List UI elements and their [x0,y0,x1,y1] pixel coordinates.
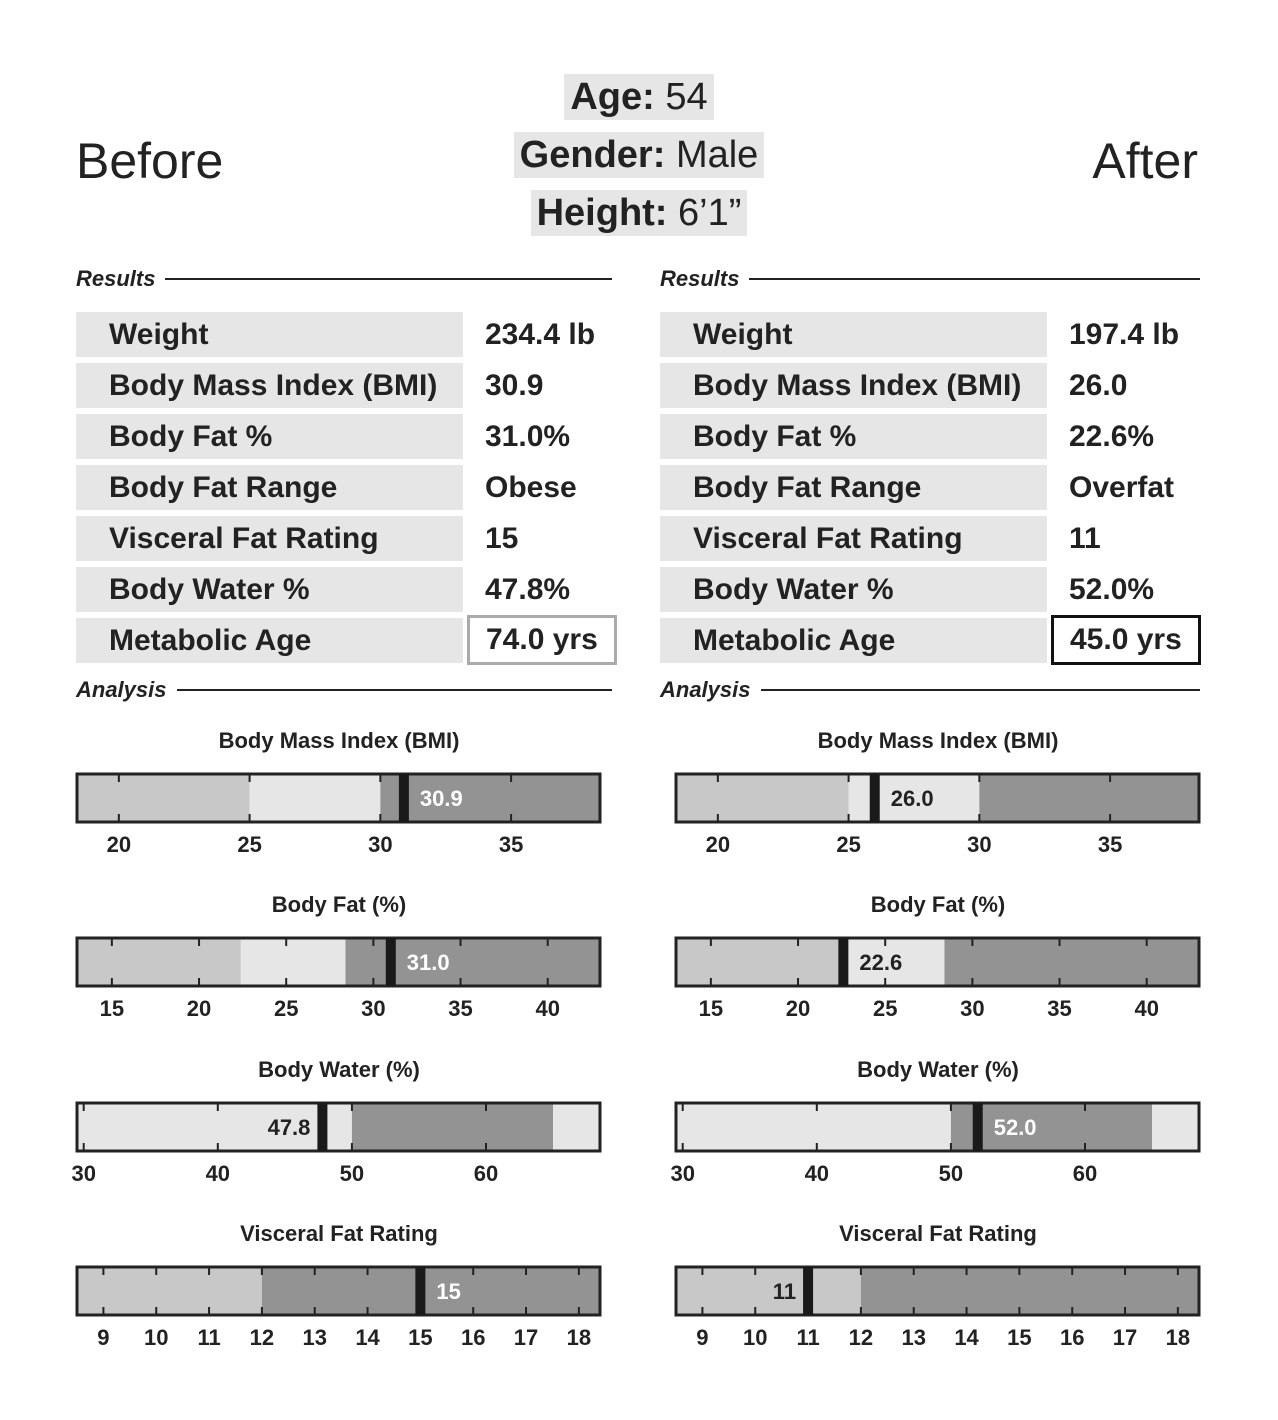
tick-label: 14 [355,1325,380,1350]
row-label: Body Fat % [660,414,1047,459]
value-marker [399,774,409,822]
table-row [76,414,616,459]
range-segment [944,938,1199,986]
row-value: 30.9 [485,369,544,402]
tick-label: 30 [967,832,992,857]
value-marker [803,1267,813,1315]
range-segment [553,1103,600,1151]
tick-label: 14 [954,1325,979,1350]
chart-title: Body Fat (%) [870,892,1006,917]
table-row [660,516,1200,561]
height-label: Height: [536,192,668,234]
analysis-label: Analysis [660,677,751,702]
row-value: Overfat [1069,471,1175,504]
analysis-header-before [76,677,612,703]
visceral-fat-chart-before [70,1261,610,1356]
tick-label: 11 [197,1325,221,1350]
range-segment [77,1267,262,1315]
row-value: 47.8% [485,573,571,606]
body-fat-range-chart-before [70,932,610,1027]
row-label: Metabolic Age [660,618,1047,663]
tick-label: 35 [1097,832,1123,857]
gender-value: Male [675,134,759,176]
value-marker [870,774,880,822]
row-value: 15 [485,522,519,555]
results-table-before [76,312,616,669]
chart-title: Visceral Fat Rating [240,1221,438,1246]
tick-label: 15 [698,996,724,1021]
tick-label: 25 [237,832,262,857]
table-row [660,567,1200,612]
row-label: Weight [660,312,1047,357]
tick-label: 25 [836,832,861,857]
tick-label: 12 [848,1325,874,1350]
tick-label: 20 [705,832,731,857]
range-segment [77,1103,352,1151]
row-label: Weight [76,312,463,357]
tick-label: 35 [498,832,524,857]
tick-label: 60 [1072,1161,1098,1186]
range-segment [77,774,250,822]
tick-label: 16 [460,1325,486,1350]
tick-label: 60 [473,1161,499,1186]
tick-label: 15 [99,996,125,1021]
row-label: Body Water % [76,567,463,612]
chart-title: Body Mass Index (BMI) [817,728,1059,753]
tick-label: 17 [1112,1325,1138,1350]
row-value: 197.4 lb [1069,318,1180,351]
tick-label: 40 [804,1161,830,1186]
gender-info [0,132,1278,178]
height-info [0,190,1278,236]
tick-label: 30 [368,832,393,857]
chart-title: Body Water (%) [857,1057,1019,1082]
value-label: 22.6 [859,950,903,975]
analysis-label: Analysis [76,677,167,702]
chart-title: Body Fat (%) [271,892,407,917]
row-label: Body Mass Index (BMI) [76,363,463,408]
table-row [660,363,1200,408]
tick-label: 10 [743,1325,768,1350]
tick-label: 12 [249,1325,275,1350]
tick-label: 11 [796,1325,820,1350]
value-marker [415,1267,425,1315]
tick-label: 50 [339,1161,365,1186]
row-label: Metabolic Age [76,618,463,663]
before-title: Before [76,133,224,189]
tick-label: 20 [785,996,811,1021]
results-table-after [660,312,1200,669]
tick-label: 10 [144,1325,169,1350]
results-label: Results [76,266,156,291]
tick-label: 18 [566,1325,592,1350]
tick-label: 40 [535,996,560,1021]
range-segment [676,1103,951,1151]
analysis-header-after [660,677,1200,703]
table-row [76,567,616,612]
tick-label: 25 [273,996,299,1021]
row-label: Body Water % [660,567,1047,612]
age-value: 54 [665,76,708,118]
table-row [76,618,616,663]
tick-label: 15 [1007,1325,1032,1350]
value-marker [838,938,848,986]
row-label: Body Mass Index (BMI) [660,363,1047,408]
tick-label: 30 [361,996,386,1021]
tick-label: 30 [71,1161,96,1186]
range-segment [77,938,241,986]
row-label: Visceral Fat Rating [76,516,463,561]
row-label: Body Fat Range [76,465,463,510]
tick-label: 50 [938,1161,964,1186]
range-segment [979,774,1199,822]
tick-label: 40 [1134,996,1159,1021]
range-segment [262,1267,600,1315]
row-value: 11 [1069,522,1101,555]
tick-label: 13 [302,1325,327,1350]
value-label: 52.0 [993,1115,1037,1140]
height-value: 6’1” [678,192,742,234]
range-segment [676,1267,861,1315]
metabolic-age-value: 74.0 yrs [467,615,617,665]
table-row [76,516,616,561]
table-row [660,414,1200,459]
visceral-fat-chart-after [669,1261,1209,1356]
table-row [660,312,1200,357]
tick-label: 30 [960,996,985,1021]
results-header-before [76,266,612,292]
tick-label: 15 [408,1325,433,1350]
table-row [76,312,616,357]
row-label: Visceral Fat Rating [660,516,1047,561]
tick-label: 16 [1059,1325,1085,1350]
bmi-range-chart-after [669,768,1209,863]
value-label: 30.9 [419,786,463,811]
tick-label: 40 [205,1161,231,1186]
value-label: 31.0 [406,950,450,975]
table-row [76,465,616,510]
row-label: Body Fat % [76,414,463,459]
body-water-range-chart-before [70,1097,610,1192]
tick-label: 20 [106,832,132,857]
tick-label: 18 [1165,1325,1191,1350]
value-label: 15 [436,1279,461,1304]
chart-title: Body Water (%) [258,1057,420,1082]
tick-label: 25 [872,996,898,1021]
range-segment [345,938,600,986]
tick-label: 35 [448,996,473,1021]
range-segment [1152,1103,1199,1151]
table-row [660,465,1200,510]
value-marker [317,1103,327,1151]
value-marker [973,1103,983,1151]
tick-label: 13 [901,1325,926,1350]
tick-label: 20 [186,996,212,1021]
tick-label: 30 [670,1161,695,1186]
value-label: 11 [772,1279,797,1304]
range-segment [352,1103,553,1151]
table-row [660,618,1200,663]
range-segment [250,774,381,822]
range-segment [676,774,849,822]
row-value: 52.0% [1069,573,1155,606]
row-value: 234.4 lb [485,318,596,351]
bmi-range-chart-before [70,768,610,863]
tick-label: 17 [513,1325,539,1350]
value-marker [386,938,396,986]
row-value: 22.6% [1069,420,1155,453]
after-title: After [1092,133,1198,189]
age-label: Age: [570,76,655,118]
chart-title: Body Mass Index (BMI) [218,728,460,753]
results-header-after [660,266,1200,292]
results-label: Results [660,266,740,291]
gender-label: Gender: [519,134,666,176]
row-value: Obese [485,471,577,504]
range-segment [241,938,346,986]
row-value: 26.0 [1069,369,1128,402]
body-fat-range-chart-after [669,932,1209,1027]
row-label: Body Fat Range [660,465,1047,510]
age-info [0,74,1278,120]
tick-label: 35 [1047,996,1072,1021]
table-row [76,363,616,408]
row-value: 31.0% [485,420,571,453]
range-segment [676,938,840,986]
body-water-range-chart-after [669,1097,1209,1192]
metabolic-age-value: 45.0 yrs [1051,615,1201,665]
tick-label: 9 [97,1325,110,1350]
value-label: 47.8 [267,1115,311,1140]
range-segment [380,774,600,822]
tick-label: 9 [696,1325,709,1350]
chart-title: Visceral Fat Rating [839,1221,1037,1246]
value-label: 26.0 [890,786,934,811]
range-segment [861,1267,1199,1315]
